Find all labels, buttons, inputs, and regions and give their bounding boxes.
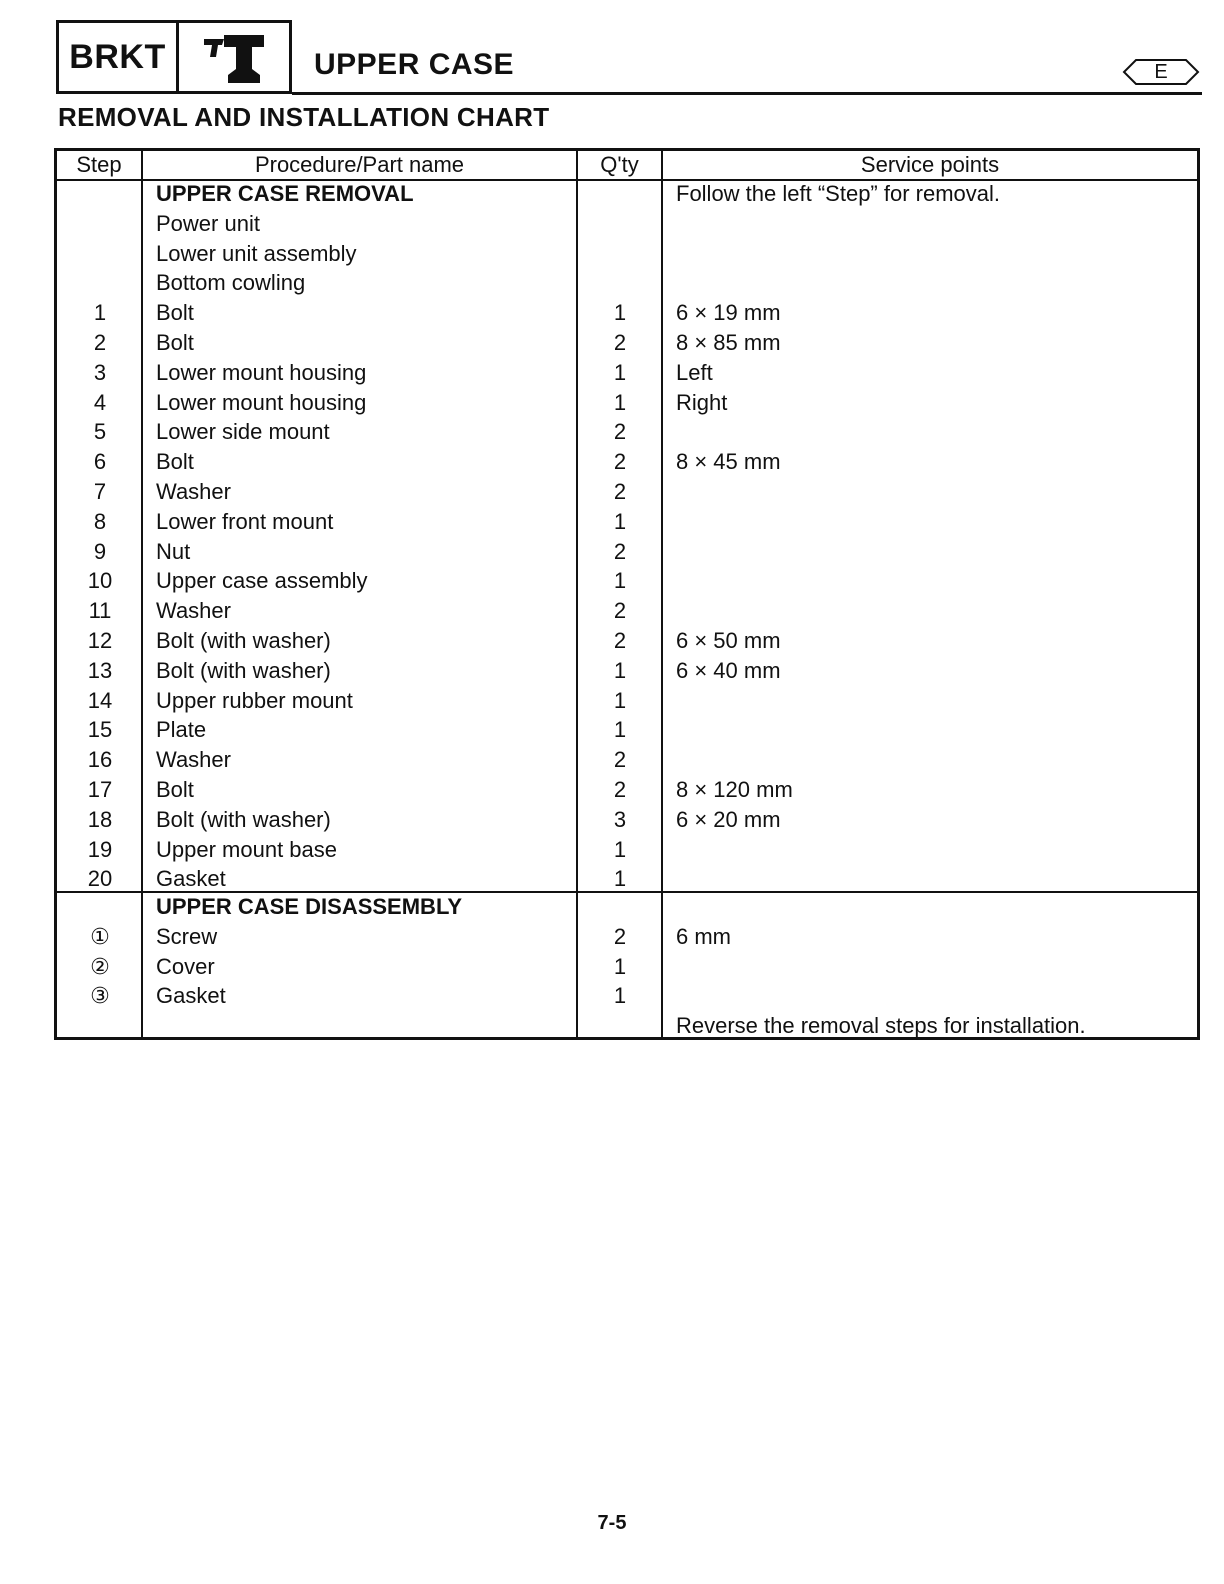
service-point-cell: 8 × 45 mm: [676, 449, 781, 475]
table-row: [57, 328, 1197, 358]
step-cell: 3: [93, 359, 107, 385]
part-name-cell: Lower side mount: [156, 419, 330, 445]
disassembly-section: [57, 892, 1197, 1041]
column-header-step: Step: [76, 152, 122, 177]
qty-cell: 2: [613, 627, 627, 653]
part-name-cell: Lower unit assembly: [156, 240, 357, 266]
step-cell: 6: [93, 449, 107, 475]
table-row: [57, 892, 1197, 922]
step-cell: 16: [87, 747, 113, 773]
part-name-cell: UPPER CASE REMOVAL: [156, 181, 414, 206]
step-cell: 17: [87, 776, 113, 802]
table-row: [57, 447, 1197, 477]
service-point-cell: 6 × 20 mm: [676, 806, 781, 832]
page-number: 7-5: [597, 1512, 627, 1534]
service-point-cell: Right: [676, 389, 728, 415]
step-cell: 13: [87, 657, 113, 683]
language-badge: [1122, 58, 1200, 86]
service-point-cell: 6 × 19 mm: [676, 300, 781, 326]
service-point-cell: 6 mm: [676, 923, 731, 949]
step-cell: 8: [93, 508, 107, 534]
step-cell: 18: [87, 806, 113, 832]
part-name-cell: Upper rubber mount: [156, 687, 353, 713]
table-row: [57, 775, 1197, 805]
table-row: [57, 922, 1197, 952]
service-point-cell: 6 × 50 mm: [676, 627, 781, 653]
header-divider: [292, 92, 1202, 95]
column-header-service-points: Service points: [860, 152, 1000, 177]
step-cell: 15: [87, 717, 113, 743]
service-point-cell: Reverse the removal steps for installation.: [676, 1013, 1086, 1039]
service-point-cell: Follow the left “Step” for removal.: [676, 181, 1001, 206]
part-name-cell: Gasket: [156, 983, 226, 1009]
step-cell: ①: [90, 923, 110, 949]
qty-cell: 1: [613, 983, 627, 1009]
part-name-cell: Washer: [156, 747, 231, 773]
part-name-cell: Lower front mount: [156, 508, 334, 534]
part-name-cell: Cover: [156, 953, 215, 979]
table-row: [57, 596, 1197, 626]
table-row: [57, 388, 1197, 418]
step-cell: 5: [93, 419, 107, 445]
qty-cell: 1: [613, 717, 627, 743]
qty-cell: 1: [613, 953, 627, 979]
table-row: [57, 835, 1197, 865]
part-name-cell: Power unit: [156, 210, 260, 236]
column-header-qty: Q'ty: [600, 152, 639, 177]
step-cell: 20: [87, 866, 113, 892]
table-row: [57, 952, 1197, 982]
removal-installation-table: [54, 148, 1200, 1040]
table-row: [57, 805, 1197, 835]
step-cell: ③: [90, 983, 110, 1009]
table-row: [57, 537, 1197, 567]
removal-section: [57, 179, 1197, 894]
qty-cell: 2: [613, 598, 627, 624]
table-row: [57, 981, 1197, 1011]
table-row: [57, 209, 1197, 239]
service-point-cell: Left: [676, 359, 713, 385]
table-row: [57, 864, 1197, 894]
step-cell: 4: [93, 389, 107, 415]
part-name-cell: Bolt (with washer): [156, 657, 331, 683]
part-name-cell: Bolt: [156, 329, 194, 355]
table-row: [57, 1011, 1197, 1041]
step-cell: 1: [93, 300, 107, 326]
table-row: [57, 715, 1197, 745]
part-name-cell: Upper mount base: [156, 836, 337, 862]
qty-cell: 3: [613, 806, 627, 832]
table-row: [57, 477, 1197, 507]
table-row: [57, 179, 1197, 209]
step-cell: 9: [93, 538, 107, 564]
part-name-cell: Upper case assembly: [156, 568, 368, 594]
step-cell: 19: [87, 836, 113, 862]
step-cell: 12: [87, 627, 113, 653]
service-point-cell: 8 × 120 mm: [676, 776, 793, 802]
step-cell: 11: [88, 598, 112, 624]
step-cell: 10: [87, 568, 113, 594]
qty-cell: 1: [613, 687, 627, 713]
language-code: E: [1154, 61, 1168, 83]
table-row: [57, 239, 1197, 269]
part-name-cell: Bolt: [156, 776, 194, 802]
qty-cell: 2: [613, 329, 627, 355]
section-badge: [56, 20, 292, 94]
table-row: [57, 686, 1197, 716]
qty-cell: 1: [613, 389, 627, 415]
qty-cell: 1: [613, 300, 627, 326]
table-row: [57, 566, 1197, 596]
qty-cell: 2: [613, 449, 627, 475]
part-name-cell: Screw: [156, 923, 218, 949]
step-cell: 7: [93, 478, 107, 504]
part-name-cell: Gasket: [156, 866, 226, 892]
bracket-icon: [179, 23, 289, 91]
chart-title: REMOVAL AND INSTALLATION CHART: [58, 102, 550, 132]
table-row: [57, 626, 1197, 656]
qty-cell: 2: [613, 419, 627, 445]
part-name-cell: Plate: [156, 717, 207, 743]
qty-cell: 1: [613, 866, 627, 892]
table-row: [57, 358, 1197, 388]
step-cell: 14: [87, 687, 113, 713]
table-row: [57, 507, 1197, 537]
qty-cell: 1: [613, 508, 627, 534]
qty-cell: 1: [613, 359, 627, 385]
qty-cell: 1: [613, 568, 627, 594]
qty-cell: 2: [613, 478, 627, 504]
qty-cell: 2: [613, 538, 627, 564]
qty-cell: 1: [613, 836, 627, 862]
service-point-cell: 8 × 85 mm: [676, 329, 781, 355]
table-row: [57, 656, 1197, 686]
part-name-cell: Washer: [156, 598, 231, 624]
part-name-cell: Bolt: [156, 449, 194, 475]
table-row: [57, 745, 1197, 775]
page-title: UPPER CASE: [314, 48, 515, 81]
column-header-procedure: Procedure/Part name: [254, 152, 465, 177]
part-name-cell: Lower mount housing: [156, 389, 367, 415]
part-name-cell: UPPER CASE DISASSEMBLY: [156, 894, 463, 919]
part-name-cell: Bolt (with washer): [156, 806, 331, 832]
part-name-cell: Lower mount housing: [156, 359, 367, 385]
table-row: [57, 417, 1197, 447]
step-cell: ②: [90, 953, 110, 979]
step-cell: 2: [93, 329, 107, 355]
part-name-cell: Bolt: [156, 300, 194, 326]
part-name-cell: Nut: [156, 538, 191, 564]
table-row: [57, 298, 1197, 328]
part-name-cell: Washer: [156, 478, 231, 504]
qty-cell: 2: [613, 776, 627, 802]
service-point-cell: 6 × 40 mm: [676, 657, 781, 683]
table-row: [57, 268, 1197, 298]
qty-cell: 1: [613, 657, 627, 683]
qty-cell: 2: [613, 747, 627, 773]
section-code: BRKT: [59, 23, 179, 91]
part-name-cell: Bottom cowling: [156, 270, 306, 296]
qty-cell: 2: [613, 923, 627, 949]
part-name-cell: Bolt (with washer): [156, 627, 331, 653]
